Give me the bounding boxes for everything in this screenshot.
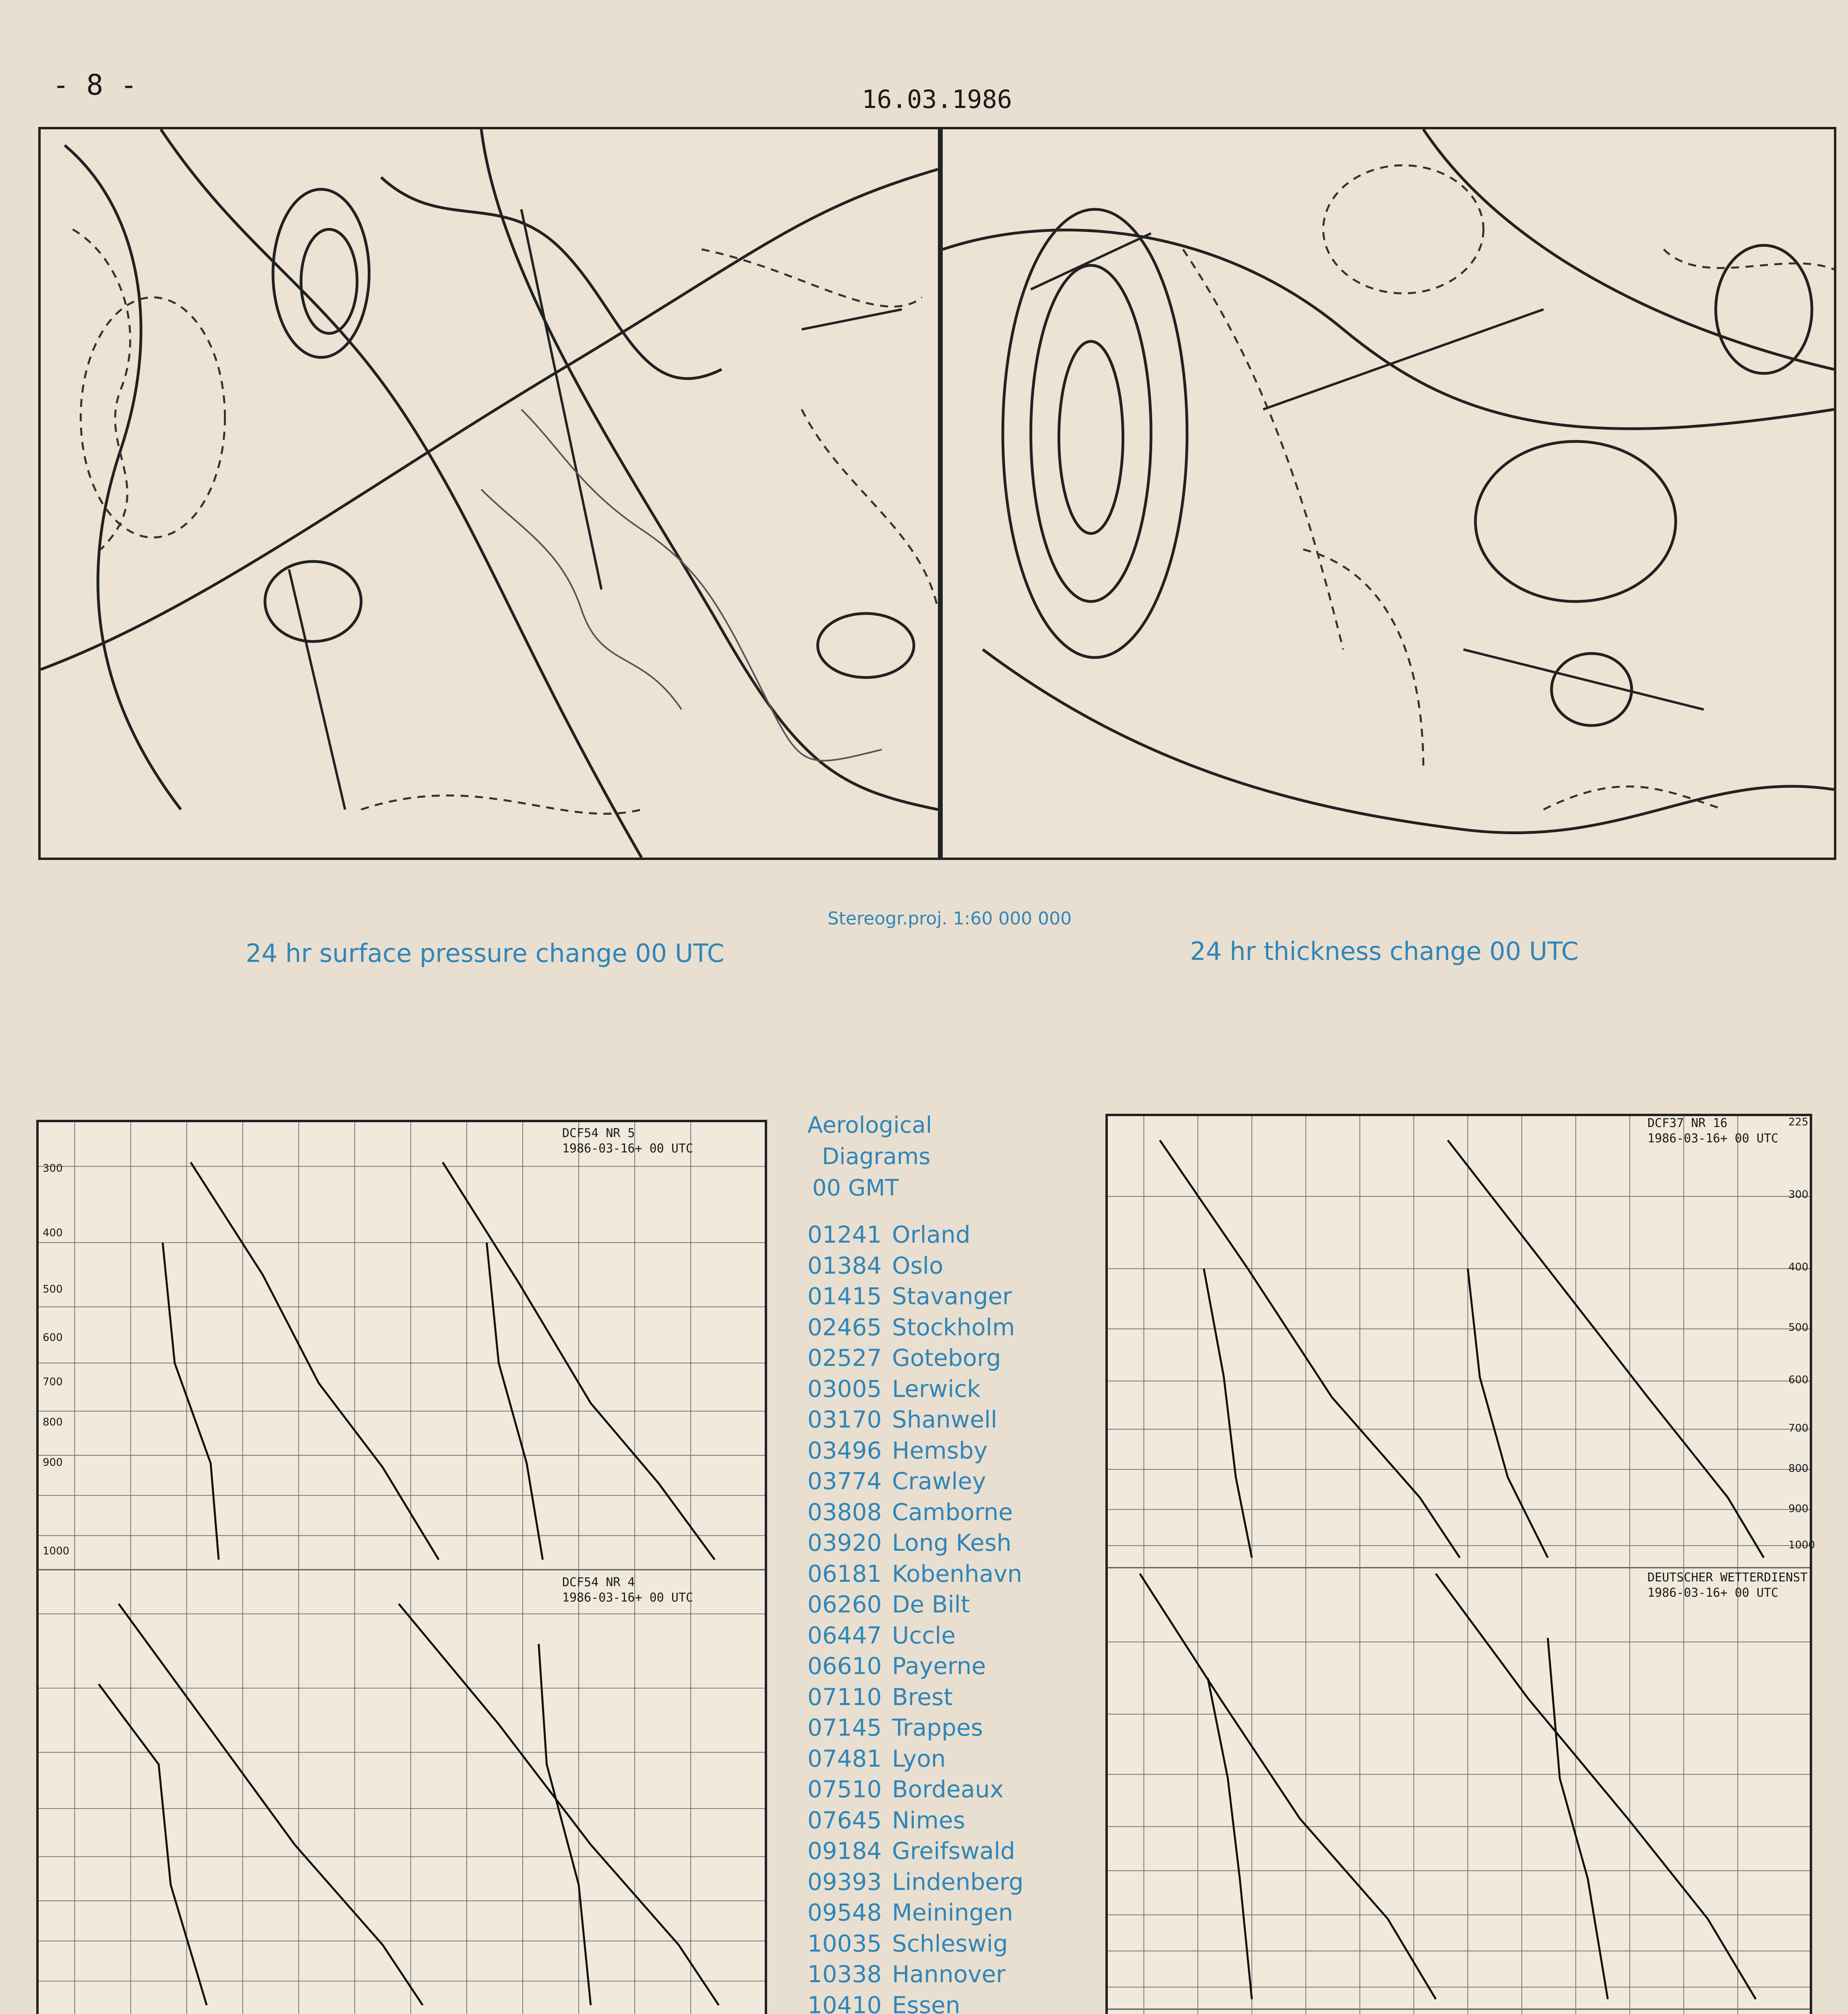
left-level-900: 900 — [43, 1457, 63, 1469]
station-name: Essen — [892, 1991, 960, 2014]
left-panel-1-header: DCF54 NR 5 — [562, 1126, 635, 1140]
station-name: Camborne — [892, 1498, 1013, 1526]
station-code: 02527 — [807, 1344, 882, 1372]
station-name: Hemsby — [892, 1436, 988, 1464]
station-code: 03920 — [807, 1529, 882, 1556]
station-code: 06181 — [807, 1560, 882, 1587]
station-row — [807, 1558, 1105, 1589]
left-level-300: 300 — [43, 1162, 63, 1175]
station-code: 10338 — [807, 1960, 882, 1988]
right-level-900: 900 — [1788, 1503, 1809, 1515]
station-row — [807, 1374, 1105, 1405]
station-code: 02465 — [807, 1313, 882, 1341]
station-row — [807, 1682, 1105, 1713]
right-diagram-grid — [1108, 1116, 1810, 2014]
station-row — [807, 1836, 1105, 1867]
station-code: 10410 — [807, 1991, 882, 2014]
left-diagram-grid — [39, 1122, 765, 2014]
aerological-legend — [807, 1110, 1105, 2014]
projection-label: Stereogr.proj. 1:60 000 000 — [828, 908, 1072, 929]
left-panel-1-date: 1986-03-16+ 00 UTC — [562, 1142, 693, 1156]
station-row — [807, 1404, 1105, 1435]
right-level-500: 500 — [1788, 1322, 1809, 1334]
page-number: - 8 - — [52, 68, 137, 102]
right-level-600: 600 — [1788, 1374, 1809, 1386]
station-name: Shanwell — [892, 1406, 997, 1433]
station-name: Lyon — [892, 1745, 946, 1772]
station-name: Lindenberg — [892, 1868, 1024, 1896]
page-date: 16.03.1986 — [862, 85, 1012, 114]
station-row — [807, 1589, 1105, 1620]
right-level-300: 300 — [1788, 1189, 1809, 1201]
station-name: Payerne — [892, 1652, 986, 1680]
station-code: 07481 — [807, 1745, 882, 1772]
station-row — [807, 1805, 1105, 1836]
right-panel-1-header: DCF37 NR 16 — [1647, 1116, 1728, 1130]
right-aerological-diagrams — [1105, 1114, 1815, 2014]
station-name: Oslo — [892, 1251, 944, 1279]
pressure-change-chart — [41, 129, 938, 858]
station-name: Stockholm — [892, 1313, 1015, 1341]
station-name: Meiningen — [892, 1899, 1013, 1926]
station-name: Bordeaux — [892, 1776, 1004, 1803]
left-panel-2-header: DCF54 NR 4 — [562, 1575, 635, 1589]
left-aerological-diagrams — [36, 1120, 767, 2014]
station-code: 01384 — [807, 1251, 882, 1279]
station-row — [807, 1928, 1105, 1959]
station-row — [807, 1743, 1105, 1774]
station-name: Long Kesh — [892, 1529, 1012, 1556]
station-row — [807, 1959, 1105, 1990]
station-code: 09393 — [807, 1868, 882, 1896]
left-level-600: 600 — [43, 1332, 63, 1344]
station-code: 06610 — [807, 1652, 882, 1680]
station-row — [807, 1620, 1105, 1651]
station-code: 09184 — [807, 1837, 882, 1865]
station-code: 01241 — [807, 1221, 882, 1248]
station-name: Crawley — [892, 1467, 986, 1495]
station-code: 07510 — [807, 1776, 882, 1803]
right-panel-2-header: DEUTSCHER WETTERDIENST — [1647, 1571, 1808, 1585]
station-row — [807, 1466, 1105, 1497]
left-level-500: 500 — [43, 1283, 63, 1295]
station-row — [807, 1897, 1105, 1928]
station-name: Kobenhavn — [892, 1560, 1022, 1587]
station-name: Greifswald — [892, 1837, 1015, 1865]
station-code: 03808 — [807, 1498, 882, 1526]
station-code: 06260 — [807, 1591, 882, 1618]
right-map-caption: 24 hr thickness change 00 UTC — [1190, 937, 1579, 966]
left-level-700: 700 — [43, 1376, 63, 1388]
station-code: 03496 — [807, 1436, 882, 1464]
station-row — [807, 1527, 1105, 1558]
station-code: 07145 — [807, 1714, 882, 1741]
station-code: 10035 — [807, 1929, 882, 1957]
station-code: 07110 — [807, 1683, 882, 1711]
station-code: 03170 — [807, 1406, 882, 1433]
left-level-800: 800 — [43, 1416, 63, 1428]
station-name: Hannover — [892, 1960, 1006, 1988]
station-code: 03774 — [807, 1467, 882, 1495]
left-panel-2-date: 1986-03-16+ 00 UTC — [562, 1591, 693, 1605]
right-level-1000: 1000 — [1788, 1539, 1815, 1551]
station-row — [807, 1219, 1105, 1250]
right-panel-1-date: 1986-03-16+ 00 UTC — [1647, 1131, 1779, 1146]
station-code: 01415 — [807, 1283, 882, 1310]
station-row — [807, 1774, 1105, 1805]
thickness-change-chart — [943, 129, 1834, 858]
station-name: De Bilt — [892, 1591, 970, 1618]
station-name: Brest — [892, 1683, 953, 1711]
station-name: Uccle — [892, 1621, 956, 1649]
station-list — [807, 1219, 1105, 2014]
station-row — [807, 1497, 1105, 1528]
station-name: Trappes — [892, 1714, 983, 1741]
station-name: Goteborg — [892, 1344, 1001, 1372]
legend-title-line2: Diagrams — [822, 1144, 931, 1170]
legend-title-line1: Aerological — [807, 1112, 932, 1138]
surface-pressure-change-map — [38, 127, 940, 860]
station-code: 09548 — [807, 1899, 882, 1926]
station-row — [807, 1990, 1105, 2014]
station-name: Nimes — [892, 1806, 965, 1834]
legend-title — [807, 1110, 1105, 1204]
station-name: Stavanger — [892, 1283, 1012, 1310]
station-row — [807, 1281, 1105, 1312]
station-name: Lerwick — [892, 1375, 981, 1403]
station-row — [807, 1712, 1105, 1743]
station-row — [807, 1435, 1105, 1466]
station-row — [807, 1343, 1105, 1374]
right-panel-2-date: 1986-03-16+ 00 UTC — [1647, 1586, 1779, 1600]
right-level-700: 700 — [1788, 1422, 1809, 1434]
station-name: Schleswig — [892, 1929, 1008, 1957]
station-row — [807, 1867, 1105, 1898]
station-row — [807, 1312, 1105, 1343]
station-name: Orland — [892, 1221, 971, 1248]
legend-title-line3: 00 GMT — [812, 1175, 899, 1201]
left-level-1000: 1000 — [43, 1545, 70, 1557]
station-row — [807, 1250, 1105, 1281]
station-row — [807, 1651, 1105, 1682]
left-map-caption: 24 hr surface pressure change 00 UTC — [246, 939, 724, 968]
right-level-225: 225 — [1788, 1116, 1809, 1128]
right-level-400: 400 — [1788, 1261, 1809, 1273]
station-code: 07645 — [807, 1806, 882, 1834]
thickness-change-map — [940, 127, 1836, 860]
right-level-800: 800 — [1788, 1463, 1809, 1475]
left-level-400: 400 — [43, 1227, 63, 1239]
station-code: 03005 — [807, 1375, 882, 1403]
station-code: 06447 — [807, 1621, 882, 1649]
